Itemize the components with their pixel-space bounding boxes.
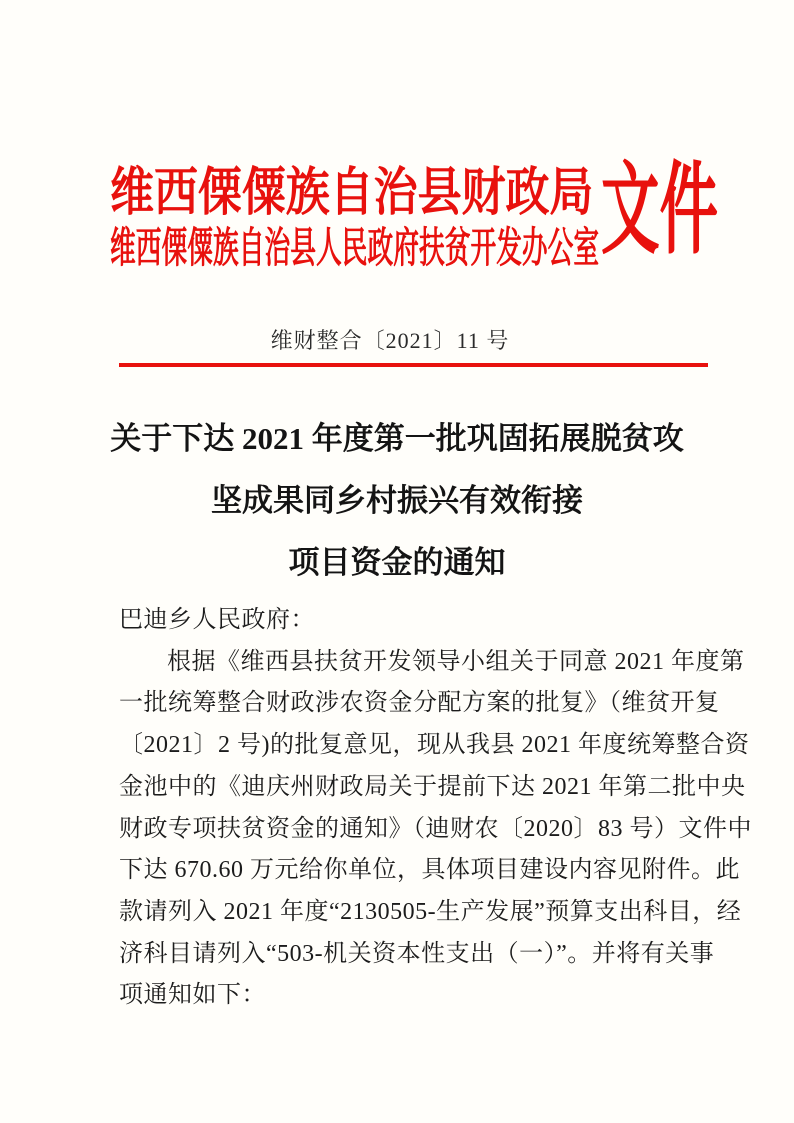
document-number: 维财整合〔2021〕11 号	[270, 328, 510, 353]
body-paragraph-line: 款请列入 2021 年度“2130505-生产发展”预算支出科目，经	[119, 898, 742, 925]
body-paragraph-line: 一批统筹整合财政涉农资金分配方案的批复》（维贫开复	[119, 690, 720, 717]
body-paragraph-line: 济科目请列入“503-机关资本性支出（一）”。并将有关事	[119, 940, 715, 967]
letterhead-org-line2: 维西傈僳族自治县人民政府扶贫开发办公室	[110, 226, 600, 272]
document-title-line2: 坚成果同乡村振兴有效衔接	[211, 483, 583, 518]
red-divider-line	[119, 363, 708, 367]
document-title-line3: 项目资金的通知	[288, 545, 506, 580]
letterhead-document-label: 文件	[601, 155, 718, 266]
body-paragraph-line: 〔2021〕2 号)的批复意见，现从我县 2021 年度统筹整合资	[119, 732, 750, 759]
body-paragraph-line: 项通知如下：	[119, 982, 266, 1009]
document-body	[119, 600, 752, 1017]
salutation-line: 巴迪乡人民政府：	[119, 607, 315, 633]
body-paragraph-line: 财政专项扶贫资金的通知》（迪财农〔2020〕83 号）文件中	[119, 815, 752, 842]
document-title	[60, 408, 734, 594]
body-paragraph-line: 下达 670.60 万元给你单位，具体项目建设内容见附件。此	[119, 857, 740, 884]
document-title-line1: 关于下达 2021 年度第一批巩固拓展脱贫攻	[110, 421, 684, 456]
letterhead-org-line1: 维西傈僳族自治县财政局	[110, 165, 594, 222]
body-paragraph-line: 根据《维西县扶贫开发领导小组关于同意 2021 年度第	[167, 648, 745, 675]
body-paragraph-line: 金池中的《迪庆州财政局关于提前下达 2021 年第二批中央	[119, 773, 746, 800]
